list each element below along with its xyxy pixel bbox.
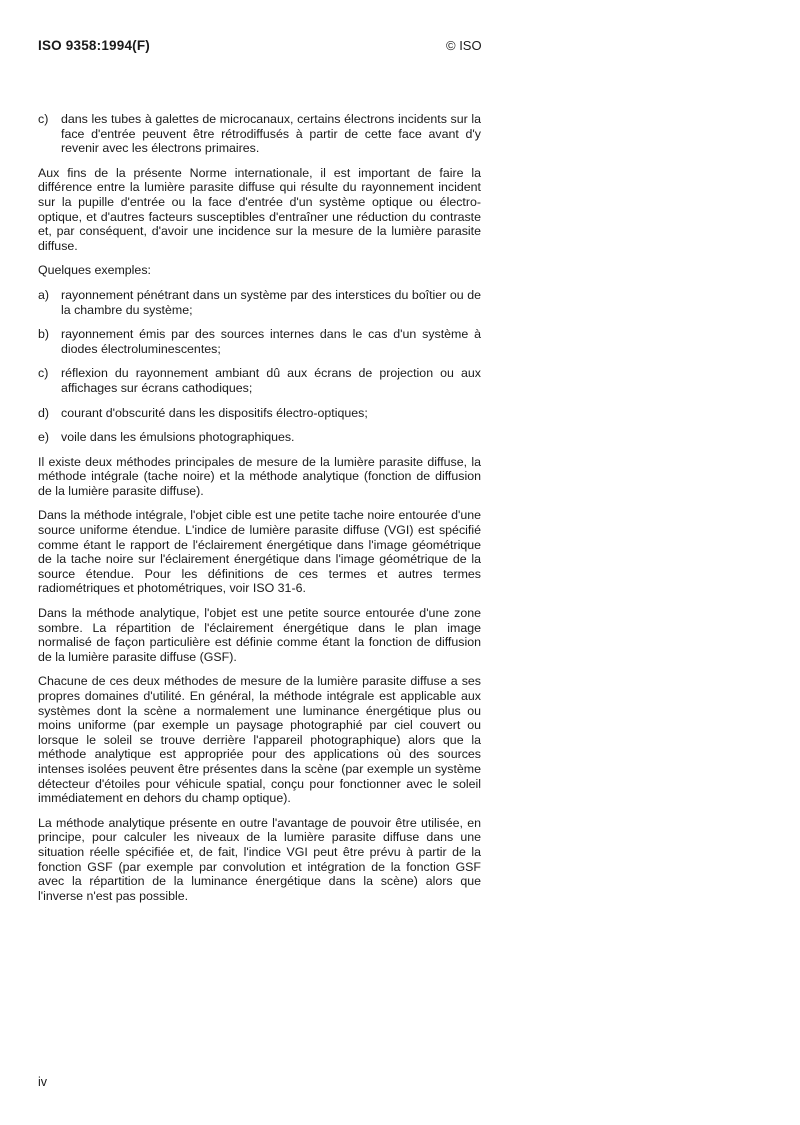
list-item-label: a) [38,287,50,302]
paragraph-purpose: Aux fins de la présente Norme internationale, il est important de faire la différence entre la lumière parasite diffuse qui résulte du rayonnement incident sur la pupille d'entrée ou la face d'entrée d'un système optique ou électro-optique, et d'autres facteurs susceptibles d'entraîner une réduction du contraste et, par conséquent, d'avoir une incidence sur la mesure de la lumière parasite diffuse. [38,165,481,253]
list-item-label: e) [38,430,50,445]
page-body [38,112,481,913]
list-item-b [38,327,481,356]
standard-code: ISO 9358:1994(F) [38,38,151,53]
list-item-d [38,406,481,421]
list-item-label: c) [38,366,49,381]
paragraph-examples-intro: Quelques exemples: [38,263,151,278]
paragraph-advantage: La méthode analytique présente en outre l'avantage de pouvoir être utilisée, en principe, pour calculer les niveaux de la lumière parasite diffuse dans une situation réelle spécifiée et, de fait, l'indice VGI peut être prévu à partir de la fonction GSF (par exemple par convolution et intégration de la fonction GSF avec la répartition de la luminance énergétique dans la scène) alors que l'inverse n'est pas possible. [38,815,481,903]
page-number: iv [38,1075,48,1089]
list-item-text: voile dans les émulsions photographiques. [61,430,295,445]
list-item-text: réflexion du rayonnement ambiant dû aux écrans de projection ou aux affichages sur écrans cathodiques; [61,366,481,395]
list-item-text: rayonnement pénétrant dans un système par des interstices du boîtier ou de la chambre du système; [61,287,481,317]
copyright-notice: © ISO [446,38,482,53]
paragraph-methods: Il existe deux méthodes principales de mesure de la lumière parasite diffuse, la méthode intégrale (tache noire) et la méthode analytique (fonction de diffusion de la lumière parasite diffuse). [38,454,481,498]
list-item-a [38,288,481,317]
paragraph-integral-method: Dans la méthode intégrale, l'objet cible est une petite tache noire entourée d'une source uniforme étendue. L'indice de lumière parasite diffuse (VGI) est spécifié comme étant le rapport de l'éclairement énergétique dans l'image géométrique de la tache noire sur l'éclairement énergétique dans l'image géométrique de la source étendue. Pour les définitions de ces termes et autres termes radiométriques et photométriques, voir ISO 31-6. [38,508,481,596]
list-item-text: courant d'obscurité dans les dispositifs électro-optiques; [61,405,368,420]
paragraph-domains: Chacune de ces deux méthodes de mesure de la lumière parasite diffuse a ses propres domaines d'utilité. En général, la méthode intégrale est applicable aux systèmes dont la scène a normalement une luminance énergétique plus ou moins uniforme (par exemple un paysage photographié par ciel couvert ou lorsque le soleil se trouve derrière l'appareil photographique) alors que la méthode analytique est appropriée pour des applications où des sources intenses isolées peuvent être présentes dans la scène (par exemple un système détecteur d'étoiles pour véhicule spatial, conçu pour fonctionner avec le soleil immédiatement en dehors du champ optique). [38,674,481,806]
list-item-c [38,366,481,395]
list-item-label: d) [38,405,50,420]
list-item-text: rayonnement émis par des sources internes dans le cas d'un système à diodes électroluminescentes; [61,327,481,356]
list-item-label: c) [38,112,49,126]
list-item-e [38,430,481,445]
list-item-text: dans les tubes à galettes de microcanaux, certains électrons incidents sur la face d'entrée peuvent être rétrodiffusés à partir de cette face avant d'y revenir avec les électrons primaires. [61,112,481,156]
list-item-label: b) [38,327,50,342]
list-item-c-intro [38,112,481,156]
paragraph-analytic-method: Dans la méthode analytique, l'objet est une petite source entourée d'une zone sombre. La répartition de l'éclairement énergétique dans le plan image normalisé de façon particulière est définie comme étant la fonction de diffusion de la lumière parasite diffuse (GSF). [38,606,481,664]
